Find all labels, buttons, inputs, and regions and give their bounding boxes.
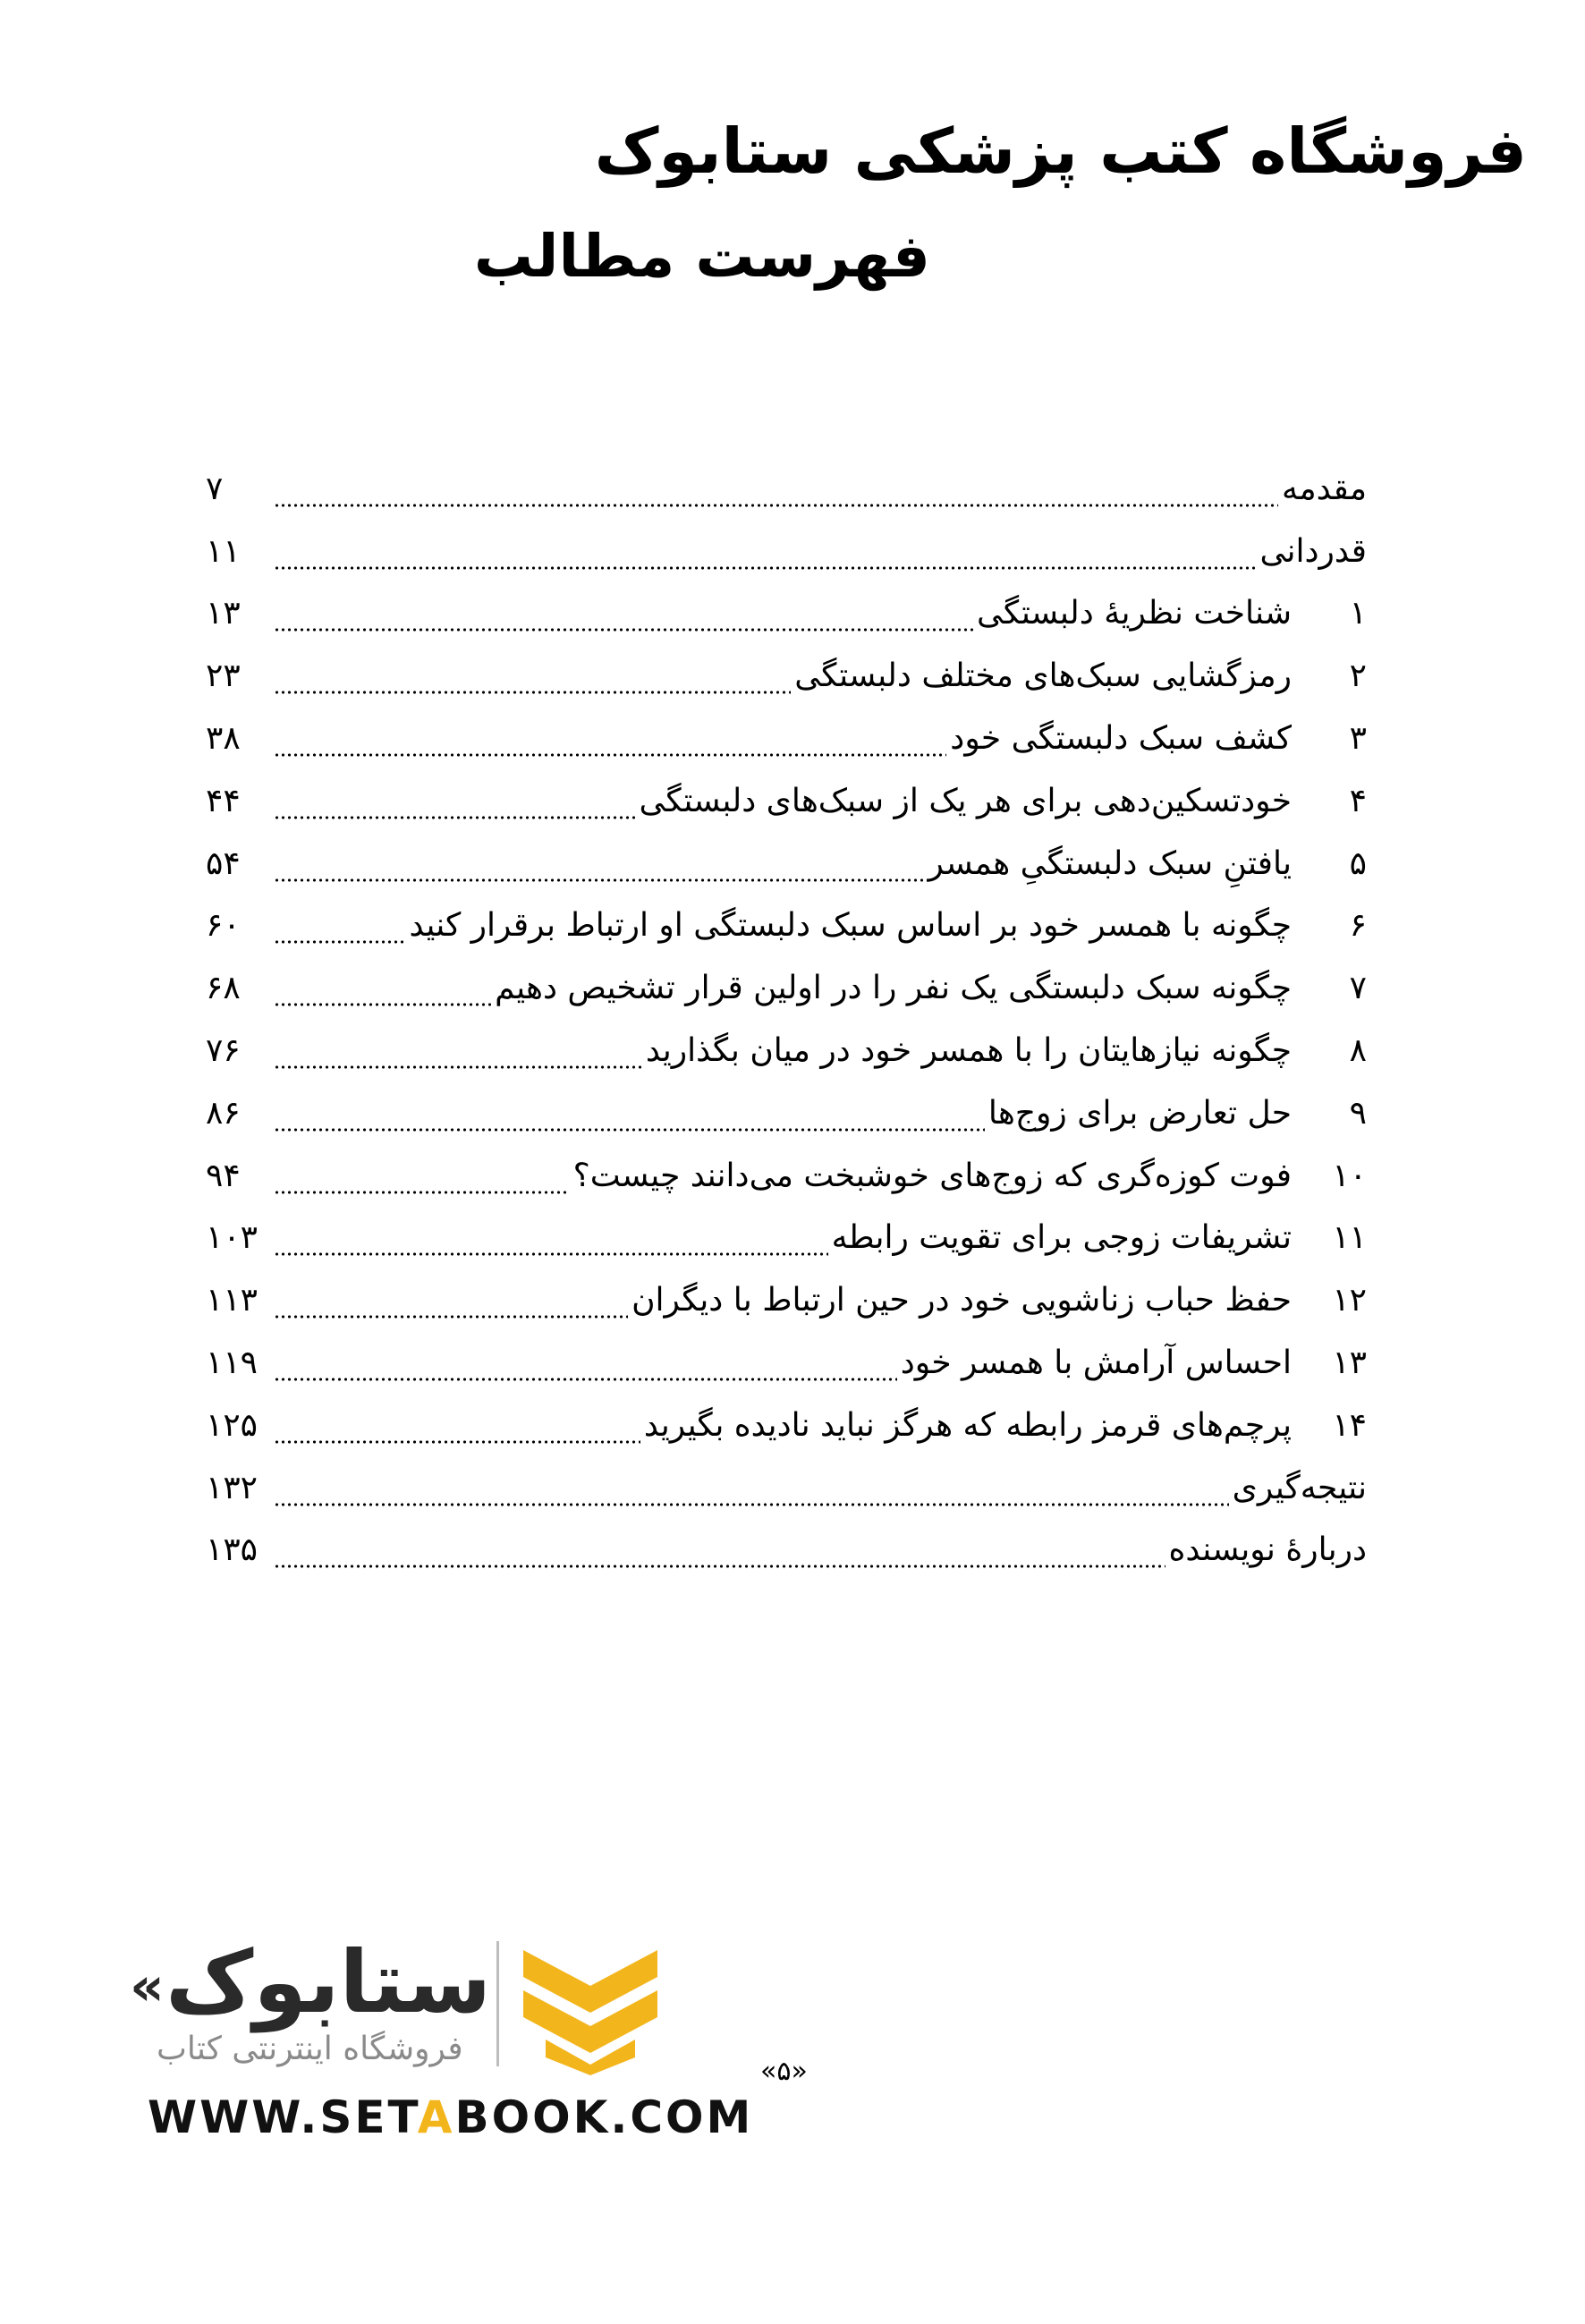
dot-leader xyxy=(274,789,636,821)
page-reference: ۵۴ xyxy=(206,844,241,882)
page-reference: ۳۸ xyxy=(206,720,241,758)
chapter-number: ۵ xyxy=(1349,844,1367,882)
toc-row[interactable] xyxy=(206,1269,1367,1332)
toc-entry-title: قدردانی xyxy=(1259,532,1367,570)
page-reference: ۶۰ xyxy=(206,907,241,945)
chapter-number: ۲ xyxy=(1349,657,1367,695)
toc-row[interactable] xyxy=(206,770,1367,833)
dot-leader xyxy=(274,1164,570,1196)
chapter-number: ۱۲ xyxy=(1332,1282,1367,1319)
toc-entry-title: پرچم‌های قرمز رابطه که هرگز نباید نادیده بگیرید xyxy=(643,1406,1292,1444)
page-reference: ۲۳ xyxy=(206,657,241,695)
page-reference: ۹۴ xyxy=(206,1157,241,1194)
toc-entry-title: دربارهٔ نویسنده xyxy=(1168,1531,1367,1569)
chapter-number: ۱۰ xyxy=(1332,1157,1367,1194)
toc-entry-title: کشف سبک دلبستگی خود xyxy=(950,720,1292,758)
url-suffix: BOOK.COM xyxy=(454,2091,754,2143)
dot-leader xyxy=(274,601,973,633)
page-reference: ۱۱ xyxy=(206,532,241,570)
toc-entry-title: تشریفات زوجی برای تقویت رابطه xyxy=(831,1219,1292,1257)
page-reference: ۱۳۲ xyxy=(206,1469,259,1506)
toc-row[interactable] xyxy=(206,1457,1367,1520)
dot-leader xyxy=(274,1226,828,1258)
page-reference: ۷۶ xyxy=(206,1032,241,1070)
toc-entry-title: حفظ حباب زناشویی خود در حین ارتباط با دیگران xyxy=(631,1282,1292,1319)
page-reference: ۱۰۳ xyxy=(206,1219,259,1257)
dot-leader xyxy=(274,1288,628,1320)
toc-entry-title: مقدمه xyxy=(1282,470,1367,507)
dot-leader xyxy=(274,726,946,759)
toc-entry-title: یافتنِ سبک دلبستگیِ همسر xyxy=(928,844,1292,882)
toc-entry-title: چگونه سبک دلبستگی یک نفر را در اولین قرار تشخیص دهیم xyxy=(495,970,1292,1007)
chapter-number: ۹ xyxy=(1349,1094,1367,1132)
toc-row[interactable] xyxy=(206,1145,1367,1208)
dot-leader xyxy=(274,1476,1229,1508)
chapter-number: ۶ xyxy=(1349,907,1367,945)
toc-row[interactable] xyxy=(206,1208,1367,1270)
toc-row[interactable] xyxy=(206,1520,1367,1582)
toc-row[interactable] xyxy=(206,645,1367,708)
page-number: «۵» xyxy=(760,2056,808,2087)
dot-leader xyxy=(274,1351,897,1383)
toc-row[interactable] xyxy=(206,895,1367,958)
toc-row[interactable] xyxy=(206,521,1367,583)
chapter-number: ۷ xyxy=(1349,970,1367,1007)
page-reference: ۴۴ xyxy=(206,782,241,819)
logo-brand-name: ستابوک xyxy=(165,1932,492,2032)
toc-entry-title: احساس آرامش با همسر خود xyxy=(900,1344,1292,1382)
logo-divider xyxy=(496,1941,499,2066)
chapter-number: ۴ xyxy=(1349,782,1367,819)
page-reference: ۸۶ xyxy=(206,1094,241,1132)
toc-entry-title: حل تعارض برای زوج‌ها xyxy=(987,1094,1292,1132)
dot-leader xyxy=(274,539,1256,572)
toc-entry-title: نتیجه‌گیری xyxy=(1232,1469,1367,1506)
dot-leader xyxy=(274,477,1278,509)
page-reference: ۶۸ xyxy=(206,970,241,1007)
page-reference: ۱۳ xyxy=(206,595,241,632)
toc-row[interactable] xyxy=(206,458,1367,521)
chapter-number: ۸ xyxy=(1349,1032,1367,1070)
page-reference: ۱۱۳ xyxy=(206,1282,259,1319)
chevron-book-icon xyxy=(514,1932,666,2075)
store-logo xyxy=(130,1932,666,2084)
toc-row[interactable] xyxy=(206,1395,1367,1457)
page-reference: ۷ xyxy=(206,470,224,507)
toc-entry-title: فوت کوزه‌گری که زوج‌های خوشبخت می‌دانند چیست؟ xyxy=(572,1157,1292,1194)
page-reference: ۱۳۵ xyxy=(206,1531,259,1569)
toc-title: فهرست مطالب xyxy=(473,222,930,291)
url-accent-letter: A xyxy=(417,2091,455,2143)
dot-leader xyxy=(274,913,405,946)
table-of-contents xyxy=(206,458,1367,1582)
toc-entry-title: رمزگشایی سبک‌های مختلف دلبستگی xyxy=(794,657,1292,695)
chapter-number: ۱ xyxy=(1349,595,1367,632)
toc-row[interactable] xyxy=(206,708,1367,770)
toc-row[interactable] xyxy=(206,833,1367,895)
chapter-number: ۱۳ xyxy=(1332,1344,1367,1382)
store-url[interactable] xyxy=(148,2091,753,2143)
dot-leader xyxy=(274,852,924,884)
chapter-number: ۱۱ xyxy=(1332,1219,1367,1257)
page-reference: ۱۲۵ xyxy=(206,1406,259,1444)
dot-leader xyxy=(274,1039,642,1071)
toc-row[interactable] xyxy=(206,1332,1367,1395)
toc-row[interactable] xyxy=(206,957,1367,1020)
page-reference: ۱۱۹ xyxy=(206,1344,259,1382)
toc-row[interactable] xyxy=(206,583,1367,646)
dot-leader xyxy=(274,664,791,696)
dot-leader xyxy=(274,1101,985,1133)
toc-row[interactable] xyxy=(206,1082,1367,1145)
logo-tagline: فروشگاه اینترنتی کتاب xyxy=(157,2031,463,2067)
dot-leader xyxy=(274,1413,640,1446)
dot-leader xyxy=(274,976,491,1008)
dot-leader xyxy=(274,1538,1165,1570)
double-chevron-icon: « xyxy=(130,1955,165,2018)
toc-entry-title: چگونه با همسر خود بر اساس سبک دلبستگی او ارتباط برقرار کنید xyxy=(409,907,1292,945)
toc-entry-title: خودتسکین‌دهی برای هر یک از سبک‌های دلبستگی xyxy=(639,782,1292,819)
chapter-number: ۳ xyxy=(1349,720,1367,758)
chapter-number: ۱۴ xyxy=(1332,1406,1367,1444)
toc-row[interactable] xyxy=(206,1020,1367,1082)
url-prefix: WWW.SET xyxy=(148,2091,418,2143)
store-name: فروشگاه کتب پزشکی ستابوک xyxy=(594,115,1527,188)
toc-entry-title: شناخت نظریهٔ دلبستگی xyxy=(977,595,1292,632)
toc-entry-title: چگونه نیازهایتان را با همسر خود در میان بگذارید xyxy=(645,1032,1292,1070)
